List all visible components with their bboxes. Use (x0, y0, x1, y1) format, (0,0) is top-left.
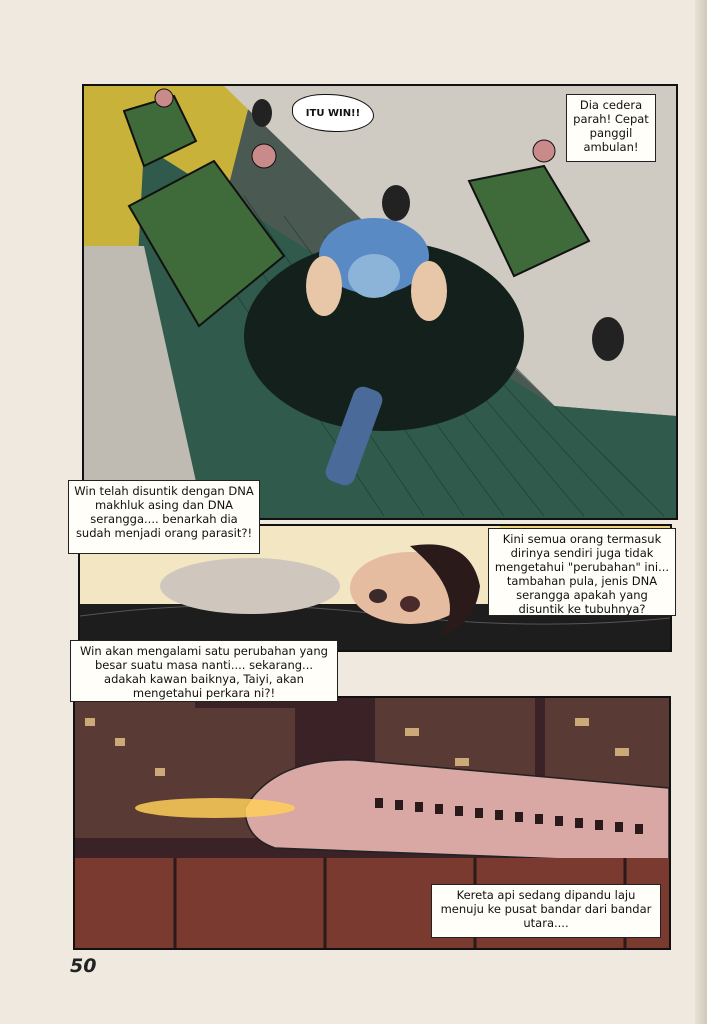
caption-train-heading: Kereta api sedang dipandu laju menuju ke pusat bandar dari bandar utara.... (431, 884, 661, 938)
caption-win-change: Win akan mengalami satu perubahan yang besar suatu masa nanti.... sekarang... adakah kawan baiknya, Taiyi, akan mengetahui perkara ni?! (70, 640, 338, 702)
caption-dna-injection: Win telah disuntik dengan DNA makhluk asing dan DNA serangga.... benarkah dia sudah menjadi orang parasit?! (68, 480, 260, 554)
arm-sleeve (160, 558, 340, 614)
panel-1-crash-scene (82, 84, 678, 520)
page-number: 50 (70, 955, 97, 977)
headlight-beam (135, 798, 295, 818)
caption-unknown-change: Kini semua orang termasuk dirinya sendiri juga tidak mengetahui "perubahan" ini... tambahan pula, jenis DNA serangga apakah yang disuntik ke tubuhnya? (488, 528, 676, 616)
open-mouth (400, 596, 420, 612)
panel-3-train-night (73, 696, 671, 950)
sound-effect-bubble: ITU WIN!! (292, 94, 374, 132)
page-spine-shadow (695, 0, 707, 1024)
caption-injury: Dia cedera parah! Cepat panggil ambulan! (566, 94, 656, 162)
